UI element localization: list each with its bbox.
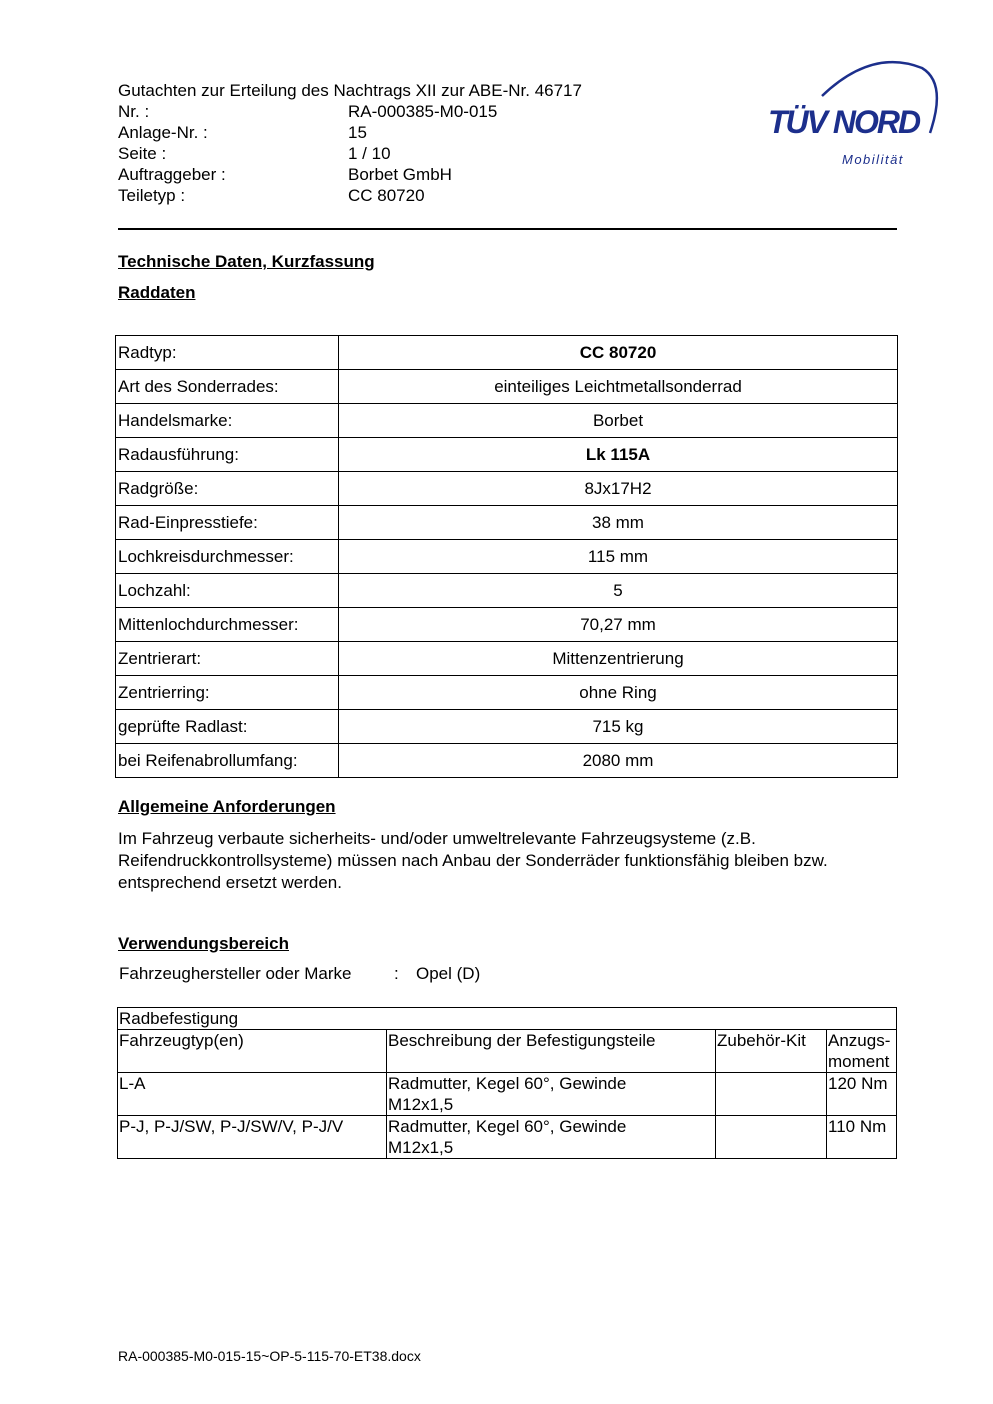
row-value: 5 [339,574,898,608]
table-row [116,574,898,608]
vendor-value: Opel (D) [416,964,481,983]
header-beschreibung: Beschreibung der Befestigungsteile [387,1030,716,1073]
meta-value: 15 [348,123,367,142]
heading-raddaten: Raddaten [118,283,196,302]
meta-label: Seite : [118,144,167,163]
logo-brand: TÜV NORD [768,104,920,140]
cell-fahrzeugtyp: L-A [118,1073,387,1116]
meta-value: Borbet GmbH [348,165,452,184]
row-label: Radausführung: [116,438,339,472]
row-value: 2080 mm [339,744,898,778]
row-value: 115 mm [339,540,898,574]
cell-zubehoer-kit [716,1116,827,1159]
cell-zubehoer-kit [716,1073,827,1116]
vendor-label: Fahrzeughersteller oder Marke [119,964,352,983]
row-label: Lochkreisdurchmesser: [116,540,339,574]
header-meta [118,101,582,206]
row-label: Lochzahl: [116,574,339,608]
text-line: Im Fahrzeug verbaute sicherheits- und/oder umweltrelevante Fahrzeugsysteme (z.B. [118,829,756,848]
row-value: Mittenzentrierung [339,642,898,676]
table-row [116,506,898,540]
row-label: bei Reifenabrollumfang: [116,744,339,778]
cell-line: M12x1,5 [388,1138,454,1157]
table-row [116,676,898,710]
cell-anzugsmoment: 110 Nm [827,1116,897,1159]
document-title: Gutachten zur Erteilung des Nachtrags XII zur ABE-Nr. 46717 [118,81,582,100]
row-label: Art des Sonderrades: [116,370,339,404]
meta-value: 1 / 10 [348,144,391,163]
row-value: ohne Ring [339,676,898,710]
cell-beschreibung [387,1073,716,1116]
row-label: Zentrierart: [116,642,339,676]
allgemeine-text [118,828,918,894]
row-label: geprüfte Radlast: [116,710,339,744]
heading-verwendungsbereich: Verwendungsbereich [118,934,289,953]
header-divider [118,228,897,230]
tuv-nord-logo [762,58,942,178]
row-value: einteiliges Leichtmetallsonderrad [339,370,898,404]
vendor-line [119,964,480,984]
table-header-row [118,1030,897,1073]
row-value: 715 kg [339,710,898,744]
header-anzugsmoment [827,1030,897,1073]
meta-value: RA-000385-M0-015 [348,102,498,121]
row-label: Zentrierring: [116,676,339,710]
header-fahrzeugtyp: Fahrzeugtyp(en) [118,1030,387,1073]
table-row [116,370,898,404]
cell-line: Radmutter, Kegel 60°, Gewinde [388,1117,627,1136]
row-label: Handelsmarke: [116,404,339,438]
row-label: Radgröße: [116,472,339,506]
logo-subtitle: Mobilität [842,152,904,167]
cell-fahrzeugtyp: P-J, P-J/SW, P-J/SW/V, P-J/V [118,1116,387,1159]
wheel-data-table [115,335,898,778]
row-label: Radtyp: [116,336,339,370]
table-row [116,710,898,744]
meta-label: Auftraggeber : [118,165,226,184]
row-value: CC 80720 [339,336,898,370]
row-label: Rad-Einpresstiefe: [116,506,339,540]
table-row [118,1008,897,1030]
cell-line: M12x1,5 [388,1095,454,1114]
cell-anzugsmoment: 120 Nm [827,1073,897,1116]
heading-technische-daten: Technische Daten, Kurzfassung [118,252,375,271]
cell-beschreibung [387,1116,716,1159]
table-row [116,540,898,574]
cell-line: Radmutter, Kegel 60°, Gewinde [388,1074,627,1093]
row-value: Borbet [339,404,898,438]
radbefestigung-table [117,1007,897,1159]
table-row [118,1073,897,1116]
table-row [116,608,898,642]
table-row [116,404,898,438]
row-label: Mittenlochdurchmesser: [116,608,339,642]
row-value: Lk 115A [339,438,898,472]
meta-label: Teiletyp : [118,186,186,205]
table-row [116,438,898,472]
vendor-separator: : [394,964,399,983]
header-line: moment [828,1052,890,1071]
header-zubehoer-kit: Zubehör-Kit [716,1030,827,1073]
document-header [118,80,582,206]
row-value: 38 mm [339,506,898,540]
table-row [116,336,898,370]
meta-label: Nr. : [118,102,150,121]
table-title: Radbefestigung [118,1008,897,1030]
meta-label: Anlage-Nr. : [118,123,208,142]
table-row [116,744,898,778]
footer-filename: RA-000385-M0-015-15~OP-5-115-70-ET38.docx [118,1348,421,1364]
header-line: Anzugs- [828,1031,891,1050]
table-row [118,1116,897,1159]
row-value: 70,27 mm [339,608,898,642]
text-line: Reifendruckkontrollsysteme) müssen nach Anbau der Sonderräder funktionsfähig bleiben bzw. [118,851,828,870]
table-row [116,472,898,506]
text-line: entsprechend ersetzt werden. [118,873,342,892]
table-row [116,642,898,676]
meta-value: CC 80720 [348,186,425,205]
row-value: 8Jx17H2 [339,472,898,506]
heading-allgemeine-anforderungen: Allgemeine Anforderungen [118,797,336,816]
